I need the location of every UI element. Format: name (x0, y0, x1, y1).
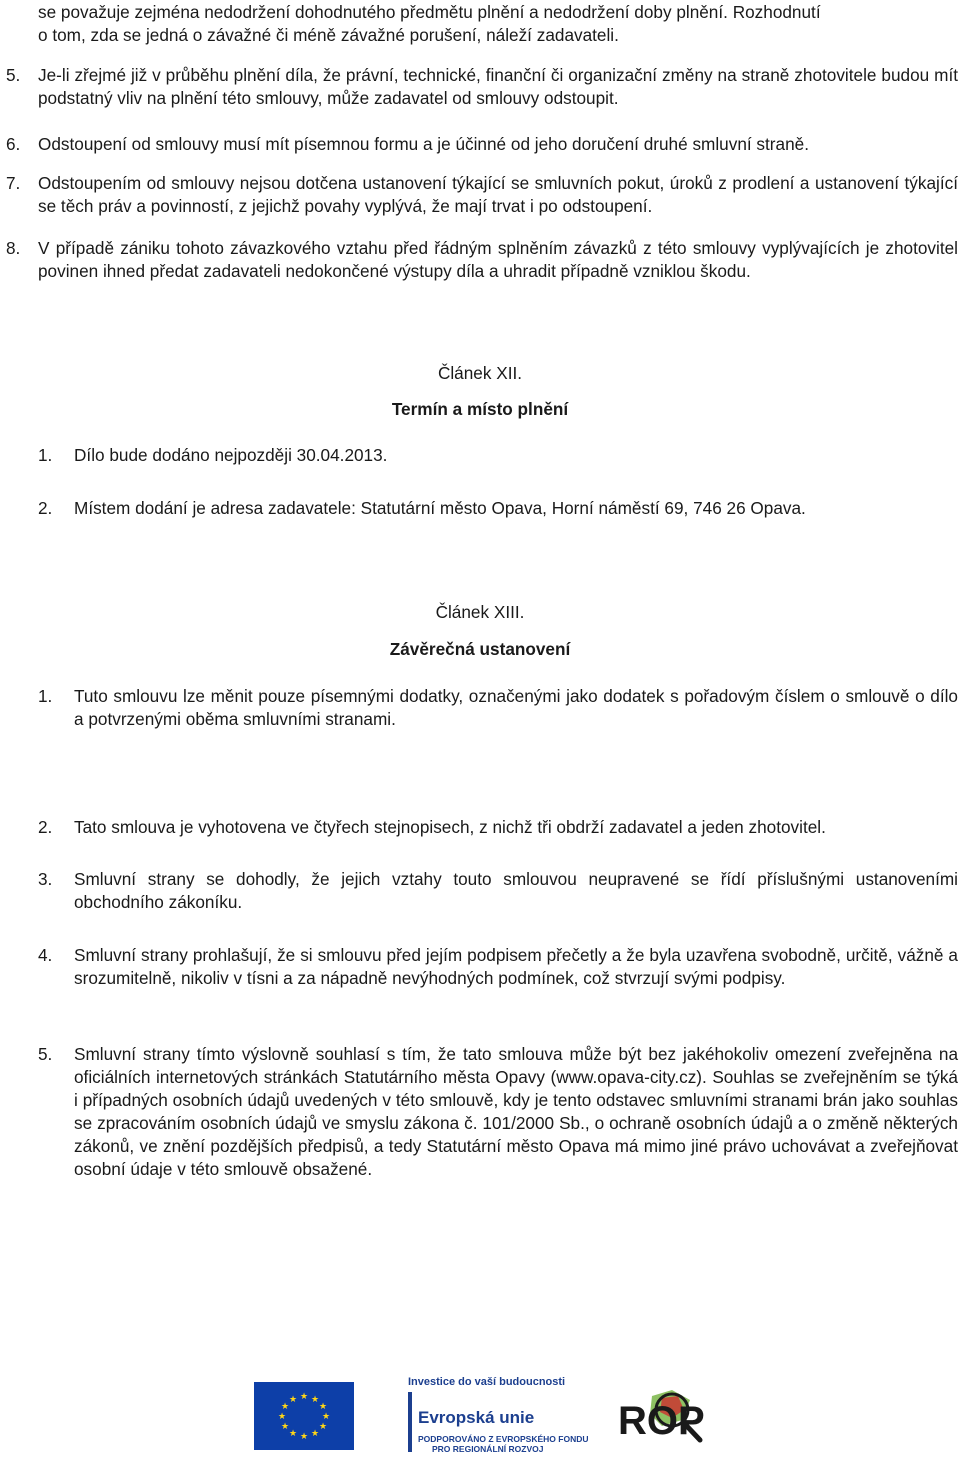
rop-tagline: Investice do vaší budoucnosti (408, 1376, 566, 1388)
svg-text:★: ★ (310, 1429, 320, 1439)
footer-logos (0, 1372, 960, 1452)
item-number: 2. (38, 498, 53, 518)
svg-text:★: ★ (277, 1412, 287, 1422)
article-13-item-2: Tato smlouva je vyhotovena ve čtyřech stejnopisech, z nichž tři obdrží zadavatel a jeden zhotovitel. (74, 817, 826, 837)
item-number: 7. (6, 173, 21, 193)
paragraph-6: Odstoupení od smlouvy musí mít písemnou formu a je účinné od jeho doručení druhé smluvní straně. (38, 134, 809, 154)
rop-logo-text: ROP (618, 1399, 705, 1443)
svg-text:★: ★ (288, 1429, 298, 1439)
svg-text:★: ★ (321, 1412, 331, 1422)
svg-text:★: ★ (280, 1422, 290, 1432)
svg-text:★: ★ (310, 1395, 320, 1405)
article-12-item-1: Dílo bude dodáno nejpozději 30.04.2013. (74, 445, 388, 465)
paragraph-5: Je-li zřejmé již v průběhu plnění díla, že právní, technické, finanční či organizační změny na straně zhotovitele budou mít podstatný vliv na plnění této smlouvy, může zadavatel od smlouvy odstoupit. (38, 65, 958, 108)
svg-text:★: ★ (318, 1422, 328, 1432)
item-number: 2. (38, 817, 53, 837)
item-number: 5. (38, 1044, 53, 1064)
article-13-item-3: Smluvní strany se dohodly, že jejich vztahy touto smlouvou neupravené se řídí příslušnými ustanoveními obchodního zákoníku. (74, 869, 958, 912)
article-12-item-2: Místem dodání je adresa zadavatele: Statutární město Opava, Horní náměstí 69, 746 26 Opava. (74, 498, 806, 518)
article-13-item-4: Smluvní strany prohlašují, že si smlouvu před jejím podpisem přečetly a že byla uzavřena svobodně, určitě, vážně a srozumitelně, nikoliv v tísni a za nápadně nevýhodných podmínek, což stvrzují svými podpisy. (74, 945, 958, 988)
rop-logo-icon (616, 1376, 716, 1452)
item-number: 1. (38, 445, 53, 465)
article-13-label: Článek XIII. (435, 602, 525, 622)
article-12-title: Termín a místo plnění (391, 399, 569, 419)
svg-text:★: ★ (288, 1395, 298, 1405)
svg-text:★: ★ (299, 1392, 309, 1402)
rop-sub-label-2: PRO REGIONÁLNÍ ROZVOJ (432, 1444, 544, 1454)
item-number: 1. (38, 686, 53, 706)
article-13-item-1: Tuto smlouvu lze měnit pouze písemnými dodatky, označenými jako dodatek s pořadovým číslem o smlouvě o dílo a potvrzenými oběma smluvními stranami. (74, 686, 958, 729)
paragraph-8: V případě zániku tohoto závazkového vztahu před řádným splněním závazků z této smlouvy vyplývajících je zhotovitel povinen ihned předat zadavateli nedokončené výstupy díla a uhradit případně vzniklou škodu. (38, 238, 958, 281)
eu-flag-icon (254, 1382, 354, 1450)
item-number: 8. (6, 238, 21, 258)
item-number: 5. (6, 65, 21, 85)
rop-eu-label: Evropská unie (418, 1408, 535, 1427)
rop-eu-text-block (408, 1376, 589, 1454)
item-number: 3. (38, 869, 53, 889)
svg-text:★: ★ (318, 1402, 328, 1412)
item-number: 6. (6, 134, 21, 154)
divider (408, 1392, 412, 1452)
item-number: 4. (38, 945, 53, 965)
article-13-title: Závěrečná ustanovení (389, 639, 571, 659)
svg-text:★: ★ (299, 1432, 309, 1442)
svg-text:★: ★ (280, 1402, 290, 1412)
paragraph-7: Odstoupením od smlouvy nejsou dotčena ustanovení týkající se smluvních pokut, úroků z prodlení a ustanovení týkající se těch práv a povinností, z jejichž povahy vyplývá, že mají trvat i po odstoupení. (38, 173, 958, 216)
article-12-label: Článek XII. (437, 363, 523, 383)
article-13-item-5: Smluvní strany tímto výslovně souhlasí s tím, že tato smlouva může být bez jakéhokoliv omezení zveřejněna na oficiálních internetových stránkách Statutárního města Opavy (www.opava-city.cz). Souhlas se zveřejněním se týká i případných osobních údajů uvedených v této smlouvě, kdy je tento odstavec smluvními stranami brán jako souhlas se zpracováním osobních údajů ve smyslu zákona č. 101/2000 Sb., o ochraně osobních údajů a o změně některých zákonů, ve znění pozdějších předpisů, a tedy Statutární město Opava má mimo jiné právo uchovávat a zveřejňovat osobní údaje v této smlouvě obsažené. (74, 1044, 958, 1179)
intro-line-1: se považuje zejména nedodržení dohodnutého předmětu plnění a nedodržení doby plnění. Rozhodnutí (38, 2, 821, 22)
rop-sub-label-1: PODPOROVÁNO Z EVROPSKÉHO FONDU (418, 1434, 589, 1444)
intro-line-2: o tom, zda se jedná o závažné či méně závažné porušení, náleží zadavateli. (38, 25, 619, 45)
